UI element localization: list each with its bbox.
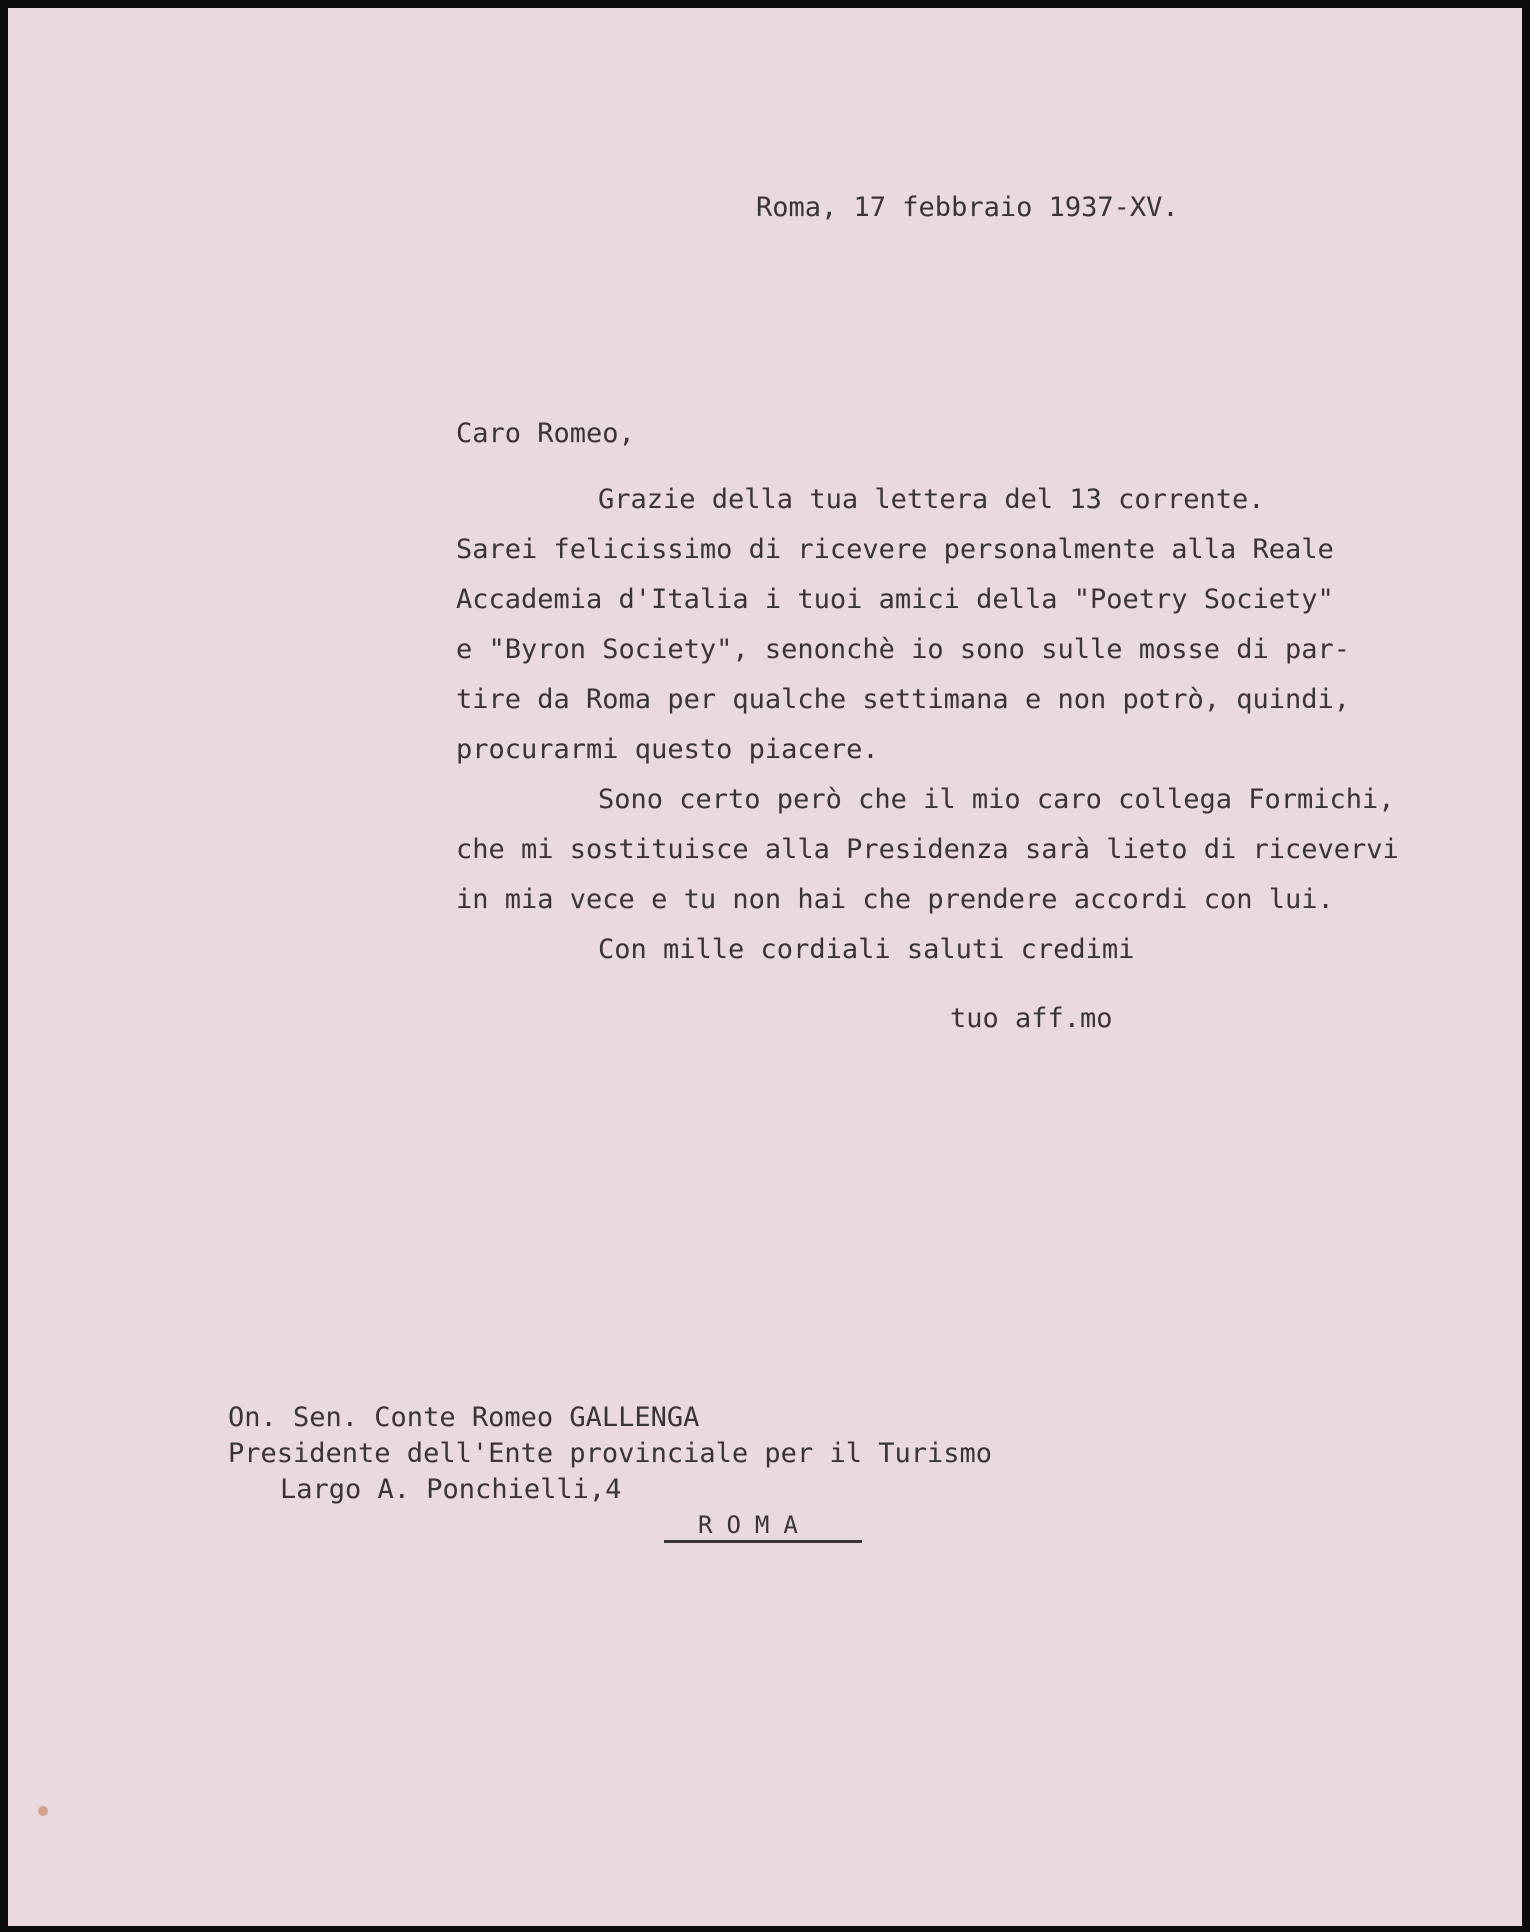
- salutation: Caro Romeo,: [456, 418, 635, 449]
- body-line-1: Grazie della tua lettera del 13 corrente.: [598, 484, 1265, 515]
- recipient-title: Presidente dell'Ente provinciale per il Turismo: [228, 1438, 993, 1469]
- paper-stain: [38, 1806, 48, 1816]
- city-underline: [664, 1540, 862, 1543]
- body-line-9: in mia vece e tu non hai che prendere accordi con lui.: [456, 884, 1334, 915]
- body-line-6: procurarmi questo piacere.: [456, 734, 879, 765]
- recipient-street: Largo A. Ponchielli,4: [280, 1474, 622, 1505]
- closing: tuo aff.mo: [950, 1003, 1113, 1034]
- body-line-10: Con mille cordiali saluti credimi: [598, 934, 1135, 965]
- body-line-8: che mi sostituisce alla Presidenza sarà lieto di ricevervi: [456, 834, 1399, 865]
- body-line-3: Accademia d'Italia i tuoi amici della "Poetry Society": [456, 584, 1334, 615]
- body-line-5: tire da Roma per qualche settimana e non potrò, quindi,: [456, 684, 1351, 715]
- body-line-4: e "Byron Society", senonchè io sono sulle mosse di par-: [456, 634, 1351, 665]
- letter-page: [8, 8, 1522, 1926]
- letter-date: Roma, 17 febbraio 1937-XV.: [756, 192, 1179, 223]
- body-line-7: Sono certo però che il mio caro collega Formichi,: [598, 784, 1395, 815]
- recipient-city: ROMA: [698, 1511, 812, 1539]
- recipient-name: On. Sen. Conte Romeo GALLENGA: [228, 1402, 700, 1433]
- body-line-2: Sarei felicissimo di ricevere personalmente alla Reale: [456, 534, 1334, 565]
